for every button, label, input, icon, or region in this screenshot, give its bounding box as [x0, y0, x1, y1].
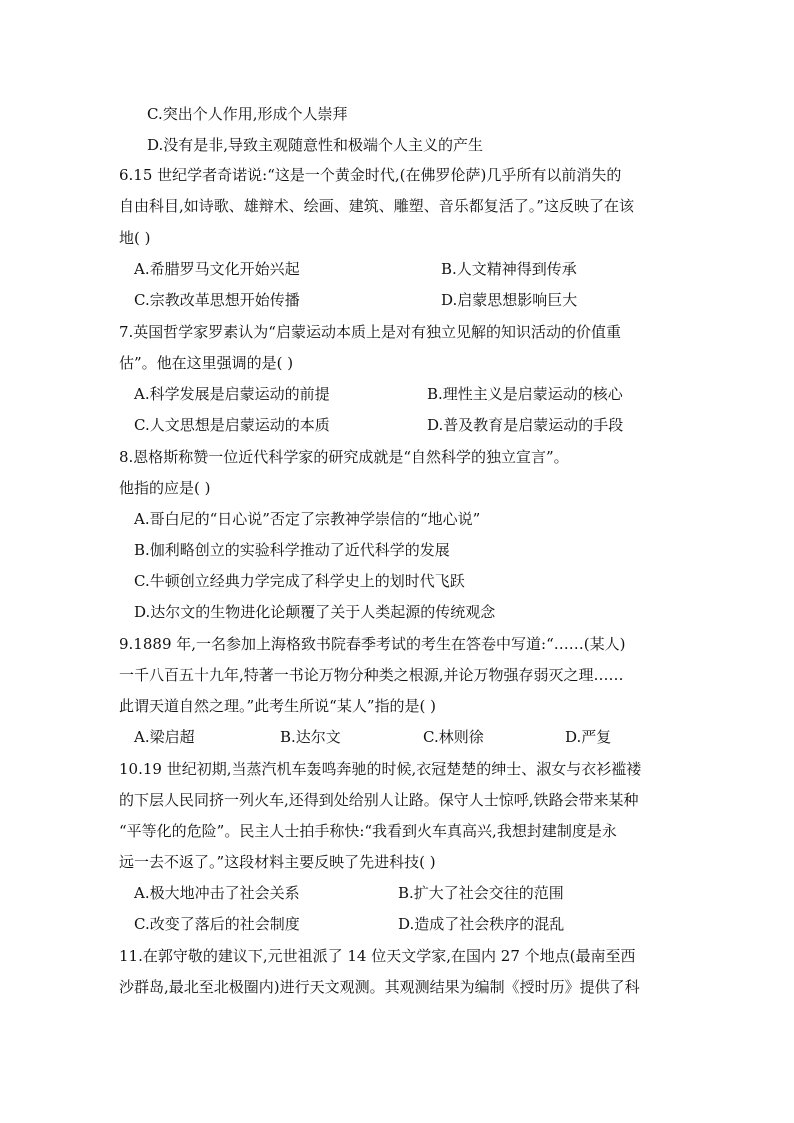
q10-option-d: D.造成了社会秩序的混乱 [398, 915, 565, 933]
q10-stem-line-4: 远一去不返了。”这段材料主要反映了先进科技( ) [119, 853, 436, 871]
q8-stem-line-2: 他指的应是( ) [119, 479, 211, 497]
q10-stem-line-2: 的下层人民同挤一列火车,还得到处给别人让路。保守人士惊呼,铁路会带来某种 [119, 791, 639, 809]
q7-option-c: C.人文思想是启蒙运动的本质 [134, 416, 330, 434]
q7-option-a: A.科学发展是启蒙运动的前提 [134, 385, 330, 403]
q10-option-c: C.改变了落后的社会制度 [134, 915, 300, 933]
q6-option-c: C.宗教改革思想开始传播 [134, 291, 300, 309]
q10-stem-line-1: 10.19 世纪初期,当蒸汽机车轰鸣奔驰的时候,衣冠楚楚的绅士、淑女与衣衫褴褛 [119, 760, 642, 778]
q10-stem-line-3: “平等化的危险”。民主人士拍手称快:“我看到火车真高兴,我想封建制度是永 [119, 822, 617, 840]
q9-option-c: C.林则徐 [423, 728, 484, 746]
q7-stem-line-1: 7.英国哲学家罗素认为“启蒙运动本质上是对有独立见解的知识活动的价值重 [119, 323, 621, 341]
q6-option-d: D.启蒙思想影响巨大 [441, 291, 578, 309]
q10-option-b: B.扩大了社会交往的范围 [398, 884, 564, 902]
q9-stem-line-2: 一千八百五十九年,特著一书论万物分种类之根源,并论万物强存弱灭之理…… [119, 666, 624, 684]
q9-option-d: D.严复 [565, 728, 612, 746]
q8-option-b: B.伽利略创立的实验科学推动了近代科学的发展 [134, 541, 450, 559]
q7-option-d: D.普及教育是启蒙运动的手段 [427, 416, 624, 434]
q6-stem-line-1: 6.15 世纪学者奇诺说:“这是一个黄金时代,(在佛罗伦萨)几乎所有以前消失的 [119, 166, 622, 184]
q5-option-d: D.没有是非,导致主观随意性和极端个人主义的产生 [147, 136, 484, 154]
q8-option-d: D.达尔文的生物进化论颠覆了关于人类起源的传统观念 [134, 603, 496, 621]
q10-option-a: A.极大地冲击了社会关系 [134, 884, 300, 902]
q11-stem-line-1: 11.在郭守敬的建议下,元世祖派了 14 位天文学家,在国内 27 个地点(最南至西 [119, 947, 636, 965]
q6-stem-line-2: 自由科目,如诗歌、雄辩术、绘画、建筑、雕塑、音乐都复活了。”这反映了在该 [119, 197, 634, 215]
q7-stem-line-2: 估”。他在这里强调的是( ) [119, 354, 294, 372]
q6-option-b: B.人文精神得到传承 [441, 260, 577, 278]
q8-option-a: A.哥白尼的“日心说”否定了宗教神学崇信的“地心说” [134, 510, 481, 528]
q6-stem-line-3: 地( ) [119, 229, 151, 247]
q5-option-c: C.突出个人作用,形成个人崇拜 [147, 105, 348, 123]
q9-option-a: A.梁启超 [134, 728, 195, 746]
q9-stem-line-3: 此谓天道自然之理。”此考生所说“某人”指的是( ) [119, 697, 436, 715]
q7-option-b: B.理性主义是启蒙运动的核心 [427, 385, 623, 403]
q11-stem-line-2: 沙群岛,最北至北极圈内)进行天文观测。其观测结果为编制《授时历》提供了科 [119, 978, 640, 996]
q8-stem-line-1: 8.恩格斯称赞一位近代科学家的研究成就是“自然科学的独立宣言”。 [119, 448, 569, 466]
q9-option-b: B.达尔文 [280, 728, 341, 746]
q8-option-c: C.牛顿创立经典力学完成了科学史上的划时代飞跃 [134, 572, 465, 590]
q6-option-a: A.希腊罗马文化开始兴起 [134, 260, 300, 278]
q9-stem-line-1: 9.1889 年,一名参加上海格致书院春季考试的考生在答卷中写道:“……(某人) [119, 635, 626, 653]
